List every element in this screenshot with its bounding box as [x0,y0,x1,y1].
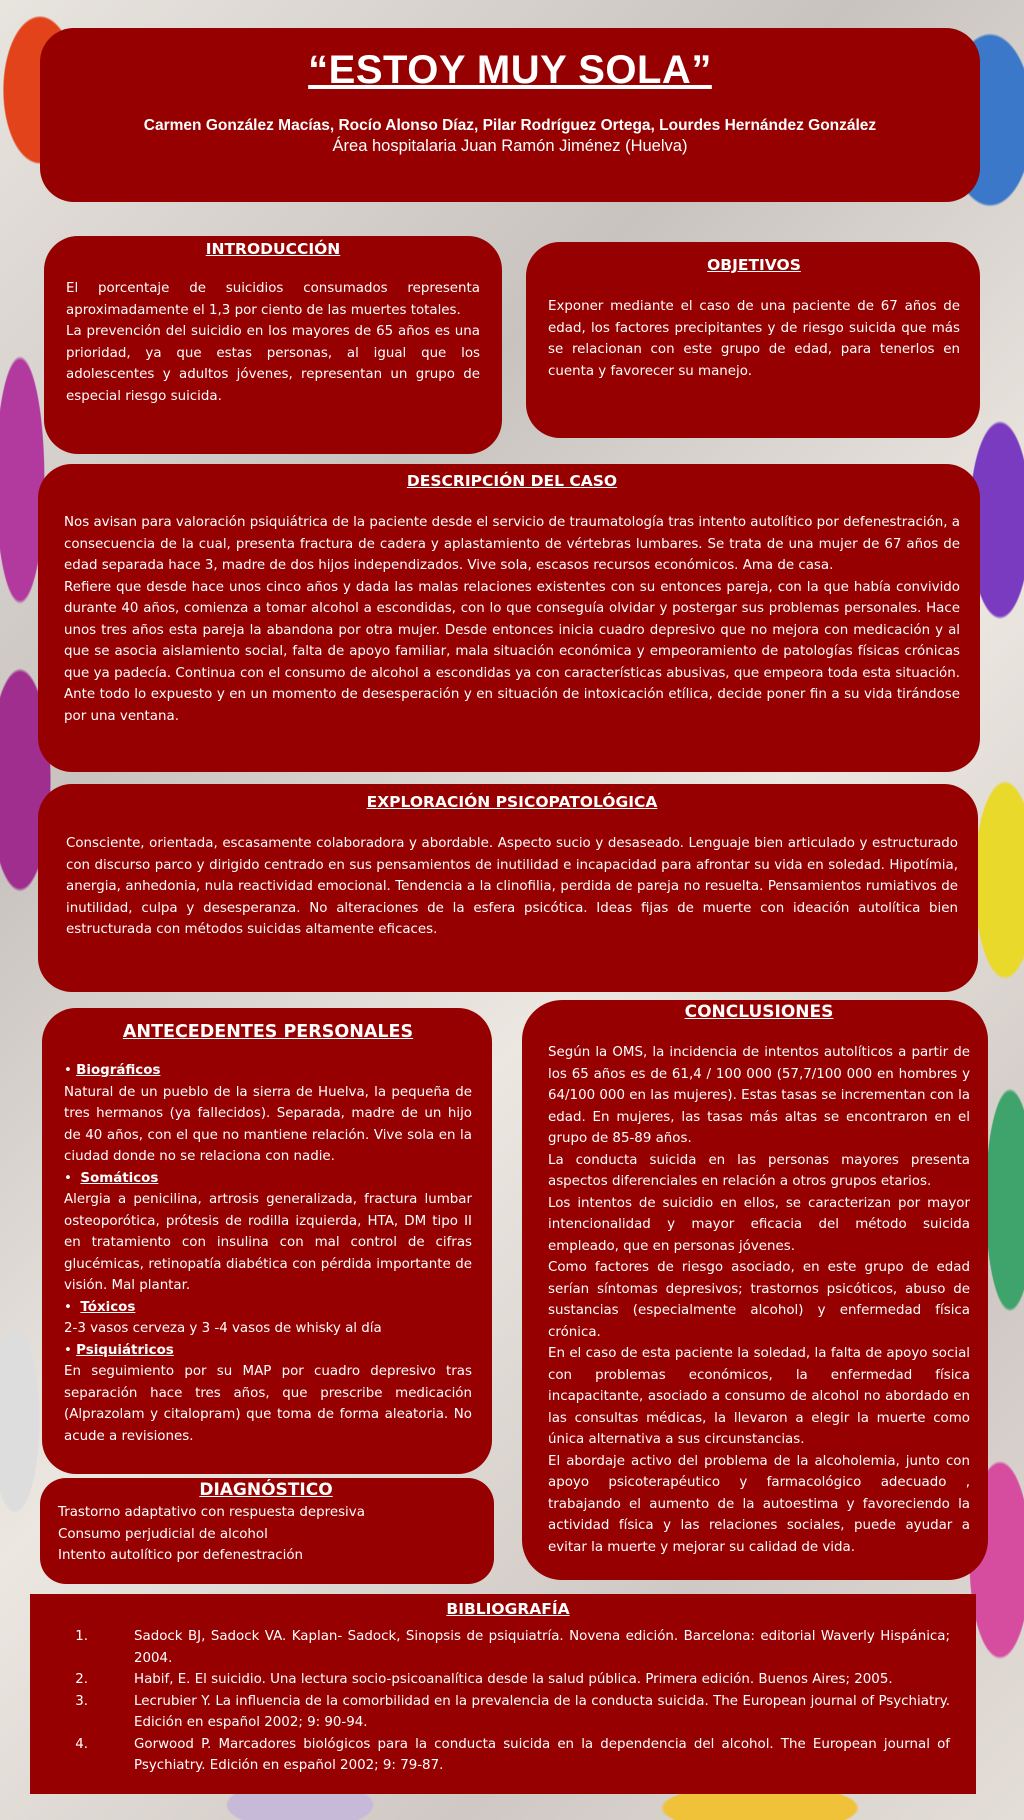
descripcion-p1: Nos avisan para valoración psiquiátrica de la paciente desde el servicio de traumatología tras intento autolítico por defenestración, a consecuencia de la cual, presenta fractura de cadera y aplastamiento de vértebras lumbares. Se trata de una mujer de 67 años de edad separada hace 3, madre de dos hijos independizados. Vive sola, escasos recursos económicos. Ama de casa. [64,515,960,573]
bullet-icon: • [64,1299,81,1315]
header-panel [40,28,980,202]
introduccion-p2: La prevención del suicidio en los mayores de 65 años es una prioridad, ya que estas personas, al igual que los adolescentes y adultos jóvenes, representan un grupo de especial riesgo suicida. [66,324,480,404]
bibliografia-item-number: 3. [75,1693,88,1709]
objetivos-p1: Exponer mediante el caso de una paciente de 67 años de edad, los factores precipitantes y de riesgo suicida que más se relacionan con este grupo de edad, para tenerlos en cuenta y favorecer su manejo. [548,299,960,379]
conclusiones-p3: Los intentos de suicidio en ellos, se caracterizan por mayor intencionalidad y mayor eficacia del método suicida empleado, que en personas jóvenes. [548,1195,970,1254]
somaticos-label-line [64,1168,472,1190]
bibliografia-list [66,1626,950,1777]
exploracion-panel [38,784,978,992]
bibliografia-heading: BIBLIOGRAFÍA [446,1600,570,1618]
diagnostico-line-2: Consumo perjudicial de alcohol [58,1526,268,1542]
diagnostico-line-3: Intento autolítico por defenestración [58,1548,304,1563]
toxicos-label-line [64,1297,472,1319]
affiliation: Área hospitalaria Juan Ramón Jiménez (Huelva) [332,137,688,155]
bibliografia-item-text: Gorwood P. Marcadores biológicos para la conducta suicida en la dependencia del alcohol. The European journal of Psychiatry. Edición en español 2002; 9: 79-87. [134,1736,950,1773]
toxicos-label: Tóxicos [80,1299,136,1315]
conclusiones-p5: En el caso de esta paciente la soledad, la falta de apoyo social con problemas económicos, la enfermedad física incapacitante, asociado a consumo de alcohol no abordado en las consultas médicas, la llevaron a elegir la muerte como única alternativa a sus circunstancias. [548,1346,970,1447]
somaticos-label: Somáticos [80,1170,159,1186]
conclusiones-p6: El abordaje activo del problema de la alcoholemia, junto con apoyo psicoterapéutico y farmacológico adecuado , trabajando el aumento de la autoestima y favoreciendo la actividad física y las relaciones sociales, puede ayudar a evitar la muerte y mejorar su calidad de vida. [548,1453,970,1555]
bibliografia-panel [30,1594,976,1794]
bibliografia-item [66,1734,950,1777]
introduccion-heading: INTRODUCCIÓN [205,240,341,258]
descripcion-p2: Refiere que desde hace unos cinco años y dada las malas relaciones existentes con su entonces pareja, con la que había convivido durante 40 años, comienza a tomar alcohol a escondidas, con lo que conseguía olvidar y postergar sus problemas personales. Hace unos tres años esta pareja la abandona por otra mujer. Desde entonces inicia cuadro depresivo que no mejora con medicación y al que se asocia aislamiento social, falta de apoyo familiar, mala situación económica y empeoramiento de patologías físicas crónicas que ya padecía. Continua con el consumo de alcohol a escondidas ya con características abusivas, que empeora toda esta situación. Ante todo lo expuesto y en un momento de desesperación y en situación de intoxicación etílica, decide poner fin a su vida tirándose por una ventana. [64,579,960,724]
introduccion-p1: El porcentaje de suicidios consumados representa aproximadamente el 1,3 por ciento de las muertes totales. [66,281,480,318]
bullet-icon: • [64,1063,77,1078]
descripcion-panel [38,464,980,772]
diagnostico-panel [40,1478,494,1584]
introduccion-panel [44,236,502,454]
conclusiones-p4: Como factores de riesgo asociado, en este grupo de edad serían síntomas depresivos; trastornos psicóticos, abuso de sustancias (especialmente alcohol) y enfermedad física crónica. [548,1260,970,1340]
somaticos-text: Alergia a penicilina, artrosis generalizada, fractura lumbar osteoporótica, prótesis de rodilla izquierda, HTA, DM tipo II en tratamiento con insulina con mal control de cifras glucémicas, retinopatía diabética con pérdida importante de visión. Mal plantar. [64,1192,472,1293]
diagnostico-heading: DIAGNÓSTICO [199,1480,333,1500]
bibliografia-item-number: 2. [75,1672,88,1687]
bibliografia-item [66,1626,950,1669]
toxicos-text: 2-3 vasos cerveza y 3 -4 vasos de whisky al día [64,1321,382,1336]
objetivos-panel [526,242,980,438]
poster-title: “ESTOY MUY SOLA” [308,48,712,92]
bibliografia-item-text: Habif, E. El suicidio. Una lectura socio-psicoanalítica desde la salud pública. Primera edición. Buenos Aires; 2005. [134,1672,893,1687]
conclusiones-heading: CONCLUSIONES [684,1002,834,1022]
exploracion-p1: Consciente, orientada, escasamente colaboradora y abordable. Aspecto sucio y desaseado. Lenguaje bien articulado y estructurado con discurso parco y dirigido centrado en sus pensamientos de inutilidad e incapacidad para afrontar su vida en soledad. Hipotímia, anergia, anhedonia, nula reactividad emocional. Tendencia a la clinofilia, perdida de pareja no resuelta. Pensamientos rumiativos de inutilidad, culpa y desesperanza. No alteraciones de la esfera psicótica. Ideas fijas de muerte con ideación autolítica bien estructurada con métodos suicidas altamente eficaces. [66,836,958,937]
conclusiones-p1: Según la OMS, la incidencia de intentos autolíticos a partir de los 65 años es de 61,4 / 100 000 (57,7/100 000 en hombres y 64/100 000 en las mujeres). Estas tasas se incrementan con la edad. En mujeres, las tasas más altas se encontraron en el grupo de 85-89 años. [548,1045,970,1146]
descripcion-heading: DESCRIPCIÓN DEL CASO [406,472,618,490]
psiquiatricos-label: Psiquiátricos [76,1342,174,1358]
bibliografia-item-text: Lecrubier Y. La influencia de la comorbilidad en la prevalencia de la conducta suicida. The European journal of Psychiatry. Edición en español 2002; 9: 90-94. [134,1693,950,1730]
bibliografia-item-number: 1. [75,1629,88,1644]
conclusiones-panel [522,1000,988,1580]
conclusiones-p2: La conducta suicida en las personas mayores presenta aspectos diferenciales en relación a otros grupos etarios. [548,1152,970,1189]
exploracion-heading: EXPLORACIÓN PSICOPATOLÓGICA [366,793,658,811]
bibliografia-item-number: 4. [75,1736,88,1752]
biograficos-label-line [64,1060,472,1082]
antecedentes-heading: ANTECEDENTES PERSONALES [122,1022,414,1042]
objetivos-heading: OBJETIVOS [707,256,801,274]
antecedentes-panel [42,1008,492,1474]
bullet-icon: • [64,1342,77,1358]
psiquiatricos-text: En seguimiento por su MAP por cuadro depresivo tras separación hace tres años, que prescribe medicación (Alprazolam y citalopram) que toma de forma aleatoria. No acude a revisiones. [64,1364,472,1444]
bullet-icon: • [64,1170,81,1186]
bibliografia-item [66,1691,950,1734]
bibliografia-item [66,1669,950,1691]
bibliografia-item-text: Sadock BJ, Sadock VA. Kaplan- Sadock, Sinopsis de psiquiatría. Novena edición. Barcelona: editorial Waverly Hispánica; 2004. [134,1629,950,1666]
biograficos-label: Biográficos [76,1063,161,1078]
authors: Carmen González Macías, Rocío Alonso Díaz, Pilar Rodríguez Ortega, Lourdes Hernández González [143,117,877,134]
biograficos-text: Natural de un pueblo de la sierra de Huelva, la pequeña de tres hermanos (ya fallecidos). Separada, madre de un hijo de 40 años, con el que no mantiene relación. Vive sola en la ciudad donde no se relaciona con nadie. [64,1084,472,1164]
psiquiatricos-label-line [64,1340,472,1362]
diagnostico-line-1: Trastorno adaptativo con respuesta depresiva [58,1505,365,1520]
